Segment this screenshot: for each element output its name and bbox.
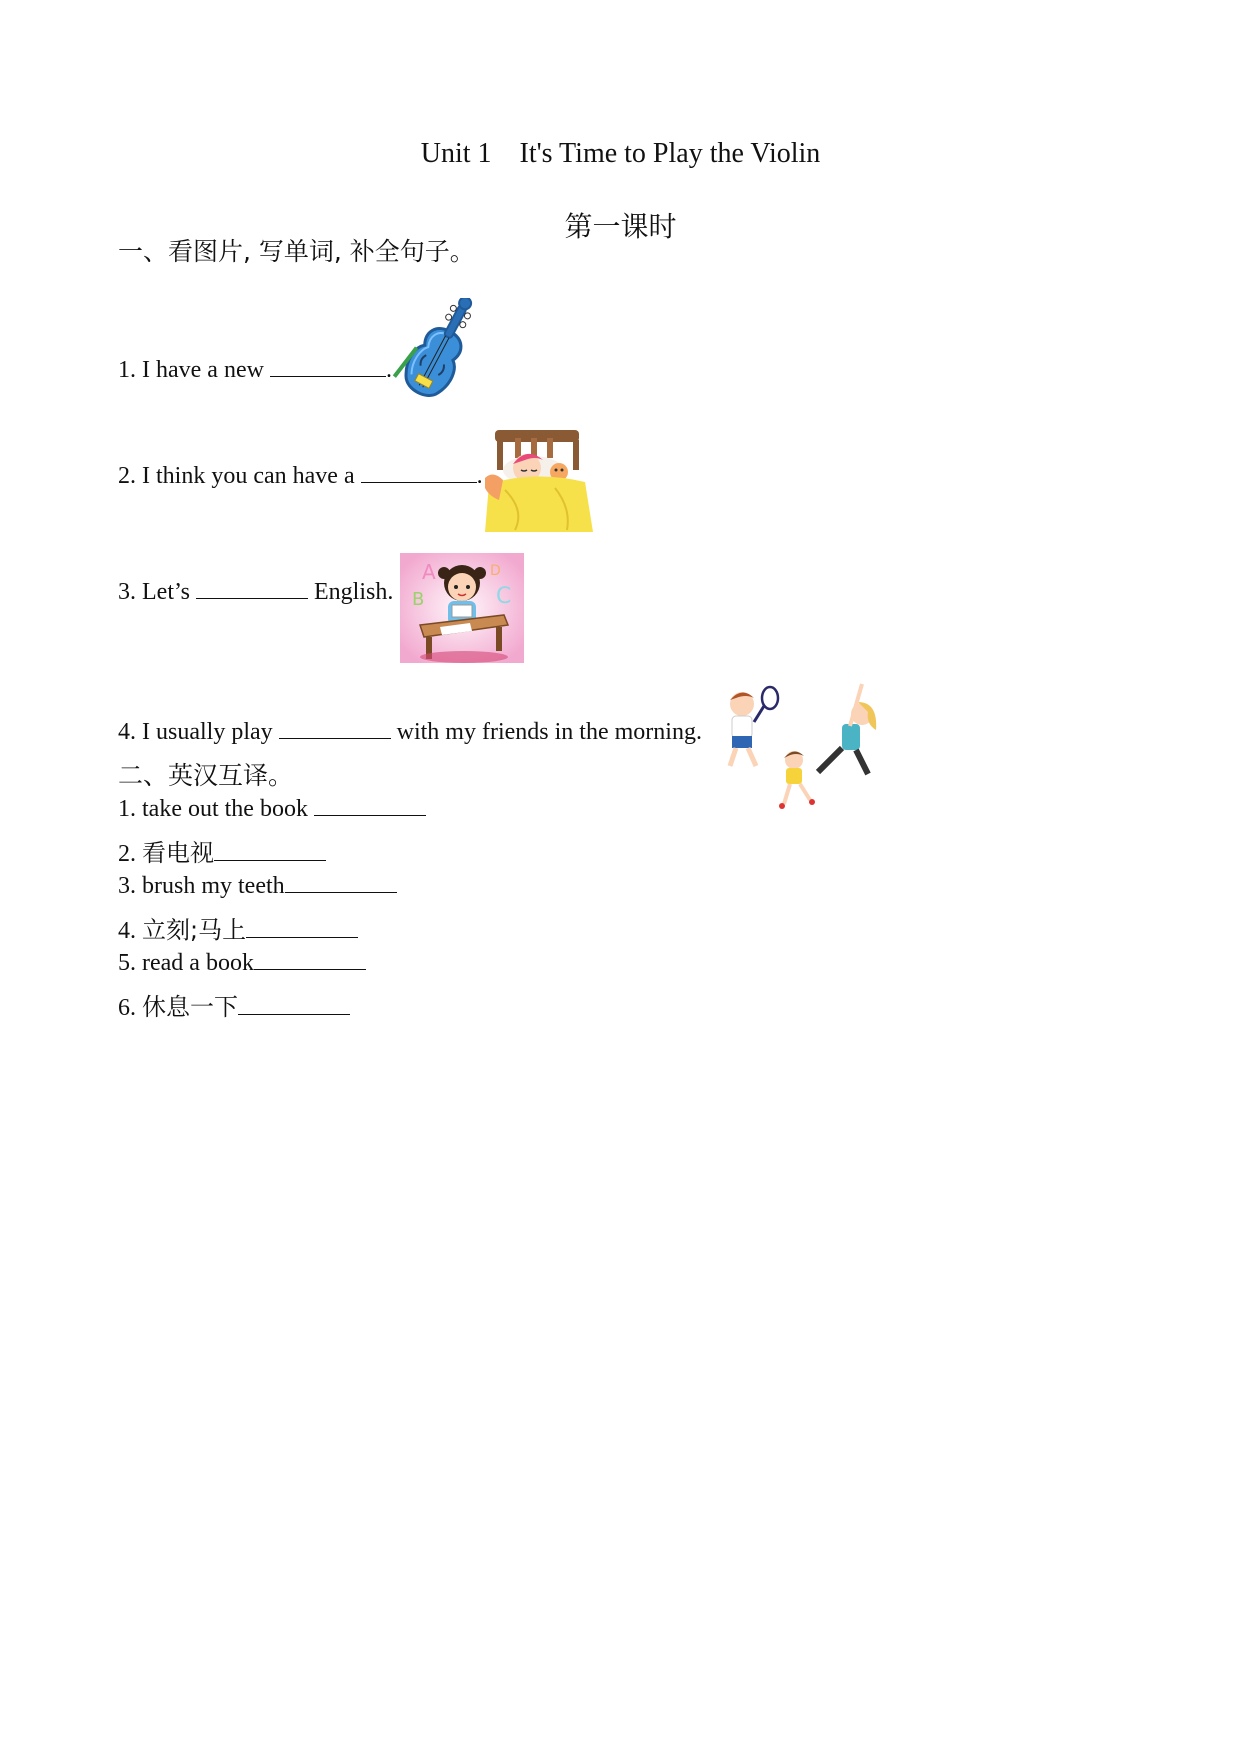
exercise2-item-2: 2. 看电视 (118, 833, 326, 868)
answer-blank[interactable] (196, 578, 308, 599)
letter-c: C (496, 584, 512, 609)
sleeping-child-picture (485, 430, 595, 534)
exercise1-item-3: 3. Let’s English. (118, 579, 394, 605)
letter-b: B (412, 589, 425, 610)
exercise1-item-1: 1. I have a new . (118, 357, 392, 383)
exercise1-item-4: 4. I usually play with my friends in the morning. (118, 719, 702, 745)
sports-children-picture (718, 680, 886, 820)
answer-blank[interactable] (314, 795, 426, 816)
reading-girl-picture (400, 553, 524, 663)
exercise1-item-2: 2. I think you can have a . (118, 463, 483, 489)
section1-heading: 一、看图片, 写单词, 补全句子。 (118, 237, 475, 266)
violin-picture (392, 298, 480, 416)
answer-blank[interactable] (285, 872, 397, 893)
answer-blank[interactable] (246, 917, 358, 938)
page-title (0, 138, 1241, 170)
answer-blank[interactable] (270, 356, 386, 377)
answer-blank[interactable] (254, 949, 366, 970)
letter-d: D (490, 563, 501, 579)
title-unit: Unit 1 (420, 138, 492, 169)
answer-blank[interactable] (361, 462, 477, 483)
answer-blank[interactable] (238, 994, 350, 1015)
exercise2-item-3: 3. brush my teeth (118, 872, 397, 900)
exercise2-item-5: 5. read a book (118, 949, 366, 977)
lesson-subtitle: 第一课时 (564, 210, 677, 243)
section2-heading: 二、英汉互译。 (118, 761, 294, 790)
exercise2-item-4: 4. 立刻;马上 (118, 910, 358, 945)
letter-a: A (422, 560, 436, 584)
exercise2-item-6: 6. 休息一下 (118, 987, 350, 1022)
answer-blank[interactable] (214, 840, 326, 861)
exercise2-item-1: 1. take out the book (118, 795, 426, 823)
answer-blank[interactable] (279, 718, 391, 739)
title-text: It's Time to Play the Violin (519, 138, 821, 169)
